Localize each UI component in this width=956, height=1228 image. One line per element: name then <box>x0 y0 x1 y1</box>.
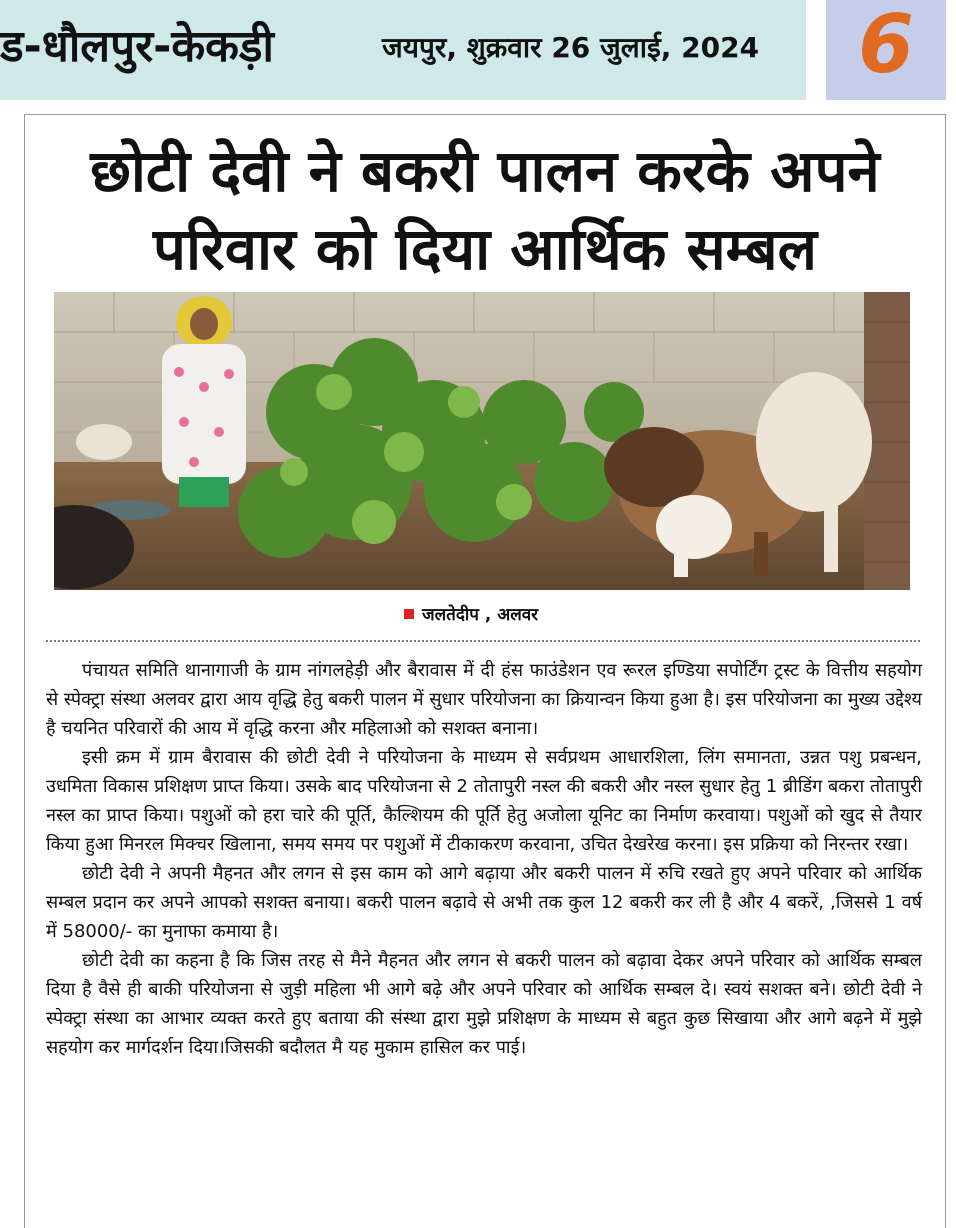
dotted-divider <box>46 640 920 642</box>
paragraph-2: इसी क्रम में ग्राम बैरावास की छोटी देवी ने परियोजना के माध्यम से सर्वप्रथम आधारशिला, लिंग समानता, उन्नत पशु प्रबन्धन, उधमिता विकास प्रशिक्षण प्राप्त किया। उसके बाद परियोजना से 2 तोतापुरी नस्ल की बकरी और नस्ल सुधार हेतु 1 ब्रीडिंग बकरा तोतापुरी नस्ल का प्राप्त किया। पशुओं को हरा चारे की पूर्ति, कैल्शियम की पूर्ति हेतु अजोला यूनिट का निर्माण करवाया। पशुओं को खुद से तैयार किया हुआ मिनरल मिक्चर खिलाना, समय समय पर पशुओं में टीकाकरण करवाना, उचित देखरेख करना। इस प्रक्रिया को निरन्तर रखा। <box>46 747 922 855</box>
page-number: 6 <box>858 0 914 91</box>
paragraph-1: पंचायत समिति थानागाजी के ग्राम नांगलहेड़ी और बैरावास में दी हंस फाउंडेशन एव रूरल इण्डिया सपोर्टिंग ट्रस्ट के वित्तीय सहयोग से स्पेक्ट्रा संस्था अलवर द्वारा आय वृद्धि हेतु बकरी पालन में सुधार परियोजना का क्रियान्वन किया हुआ है। इस परियोजना का मुख्य उद्देश्य है चयनित परिवारों की आय में वृद्धि करना और महिलाओ को सशक्त बनाना। <box>46 660 922 739</box>
red-square-icon <box>404 609 414 619</box>
headline-line-2: परिवार को दिया आर्थिक सम्बल <box>153 215 817 283</box>
page-number-box <box>826 0 946 100</box>
headline <box>24 132 946 288</box>
goat-photo-illustration <box>54 292 910 590</box>
paragraph-3: छोटी देवी ने अपनी मैहनत और लगन से इस काम को आगे बढ़ाया और बकरी पालन में रुचि रखते हुए अपने परिवार को आर्थिक सम्बल प्रदान कर अपने आपको सशक्त बनाया। बकरी पालन बढ़ावे से अभी तक कुल 12 बकरी कर ली है और 4 बकरें, ,जिससे 1 वर्ष में 58000/- का मुनाफा कमाया है। <box>46 863 922 942</box>
headline-line-1: छोटी देवी ने बकरी पालन करके अपने <box>90 137 880 205</box>
article-photo <box>54 292 910 590</box>
masthead-band <box>0 0 806 100</box>
photo-credit <box>404 602 538 625</box>
paragraph-4: छोटी देवी का कहना है कि जिस तरह से मैने मैहनत और लगन से बकरी पालन को बढ़ावा देकर अपने परिवार को आर्थिक सम्बल दिया है वैसे ही बाकी परियोजना से जुड़ी महिला भी आगे बढ़े और अपने परिवार को आर्थिक सम्बल दे। स्वयं सशक्त बने। छोटी देवी ने स्पेक्ट्रा संस्था का आभार व्यक्त करते हुए बताया की संस्था द्वारा मुझे प्रशिक्षण के माध्यम से बहुत कुछ सिखाया और आगे बढ़ने में मुझे सहयोग कर मार्गदर्शन दिया।जिसकी बदौलत मै यह मुकाम हासिल कर पाई। <box>46 950 922 1058</box>
article-body <box>46 656 922 1062</box>
photo-credit-text: जलतेदीप , अलवर <box>422 605 539 625</box>
dateline: जयपुर, शुक्रवार 26 जुलाई, 2024 <box>382 31 760 64</box>
edition-name: ड-धौलपुर-केकड़ी <box>0 21 274 72</box>
